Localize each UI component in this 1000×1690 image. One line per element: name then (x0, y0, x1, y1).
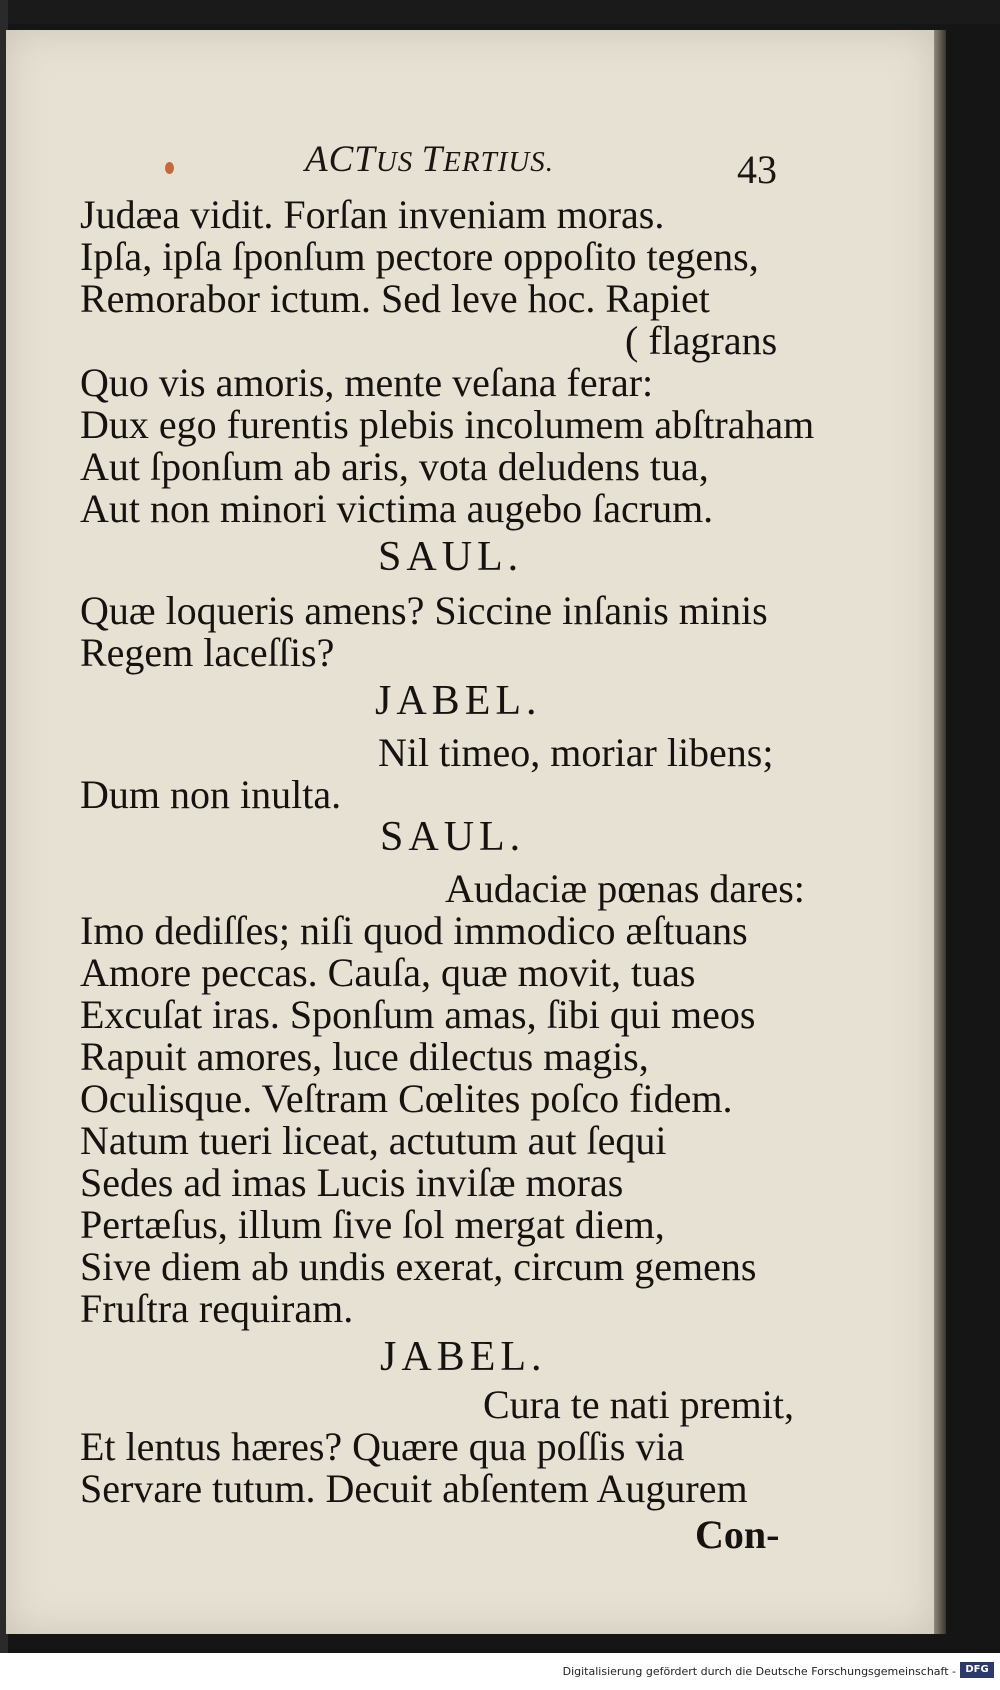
page-edge-shadow (934, 30, 946, 1634)
text-line: Sedes ad imas Lucis inviſæ moras (80, 1160, 624, 1205)
text-line: Amore peccas. Cauſa, quæ movit, tuas (80, 950, 696, 995)
text-line: Quo vis amoris, mente veſana ferar: (80, 360, 654, 405)
text-line: Quæ loqueris amens? Siccine inſanis minis (80, 588, 768, 633)
text-line: Excuſat iras. Sponſum amas, ſibi qui meos (80, 992, 756, 1037)
speaker-heading: JABEL. (380, 1334, 547, 1380)
text-line: Nil timeo, moriar libens; (378, 730, 774, 775)
running-title-initial: ACT (305, 139, 376, 180)
text-line: Servare tutum. Decuit abſentem Augurem (80, 1466, 748, 1511)
text-line: Pertæſus, illum ſive ſol mergat diem, (80, 1202, 665, 1247)
scan-top-edge (0, 0, 1000, 24)
text-line: ( flagrans (625, 318, 778, 363)
text-line: Natum tueri liceat, actutum aut ſequi (80, 1118, 667, 1163)
footer-credit: Digitalisierung gefördert durch die Deutsche Forschungsgemeinschaft - (562, 1665, 956, 1678)
text-line: Regem laceſſis? (80, 630, 335, 675)
running-title-word2-rest: ERTIUS. (443, 146, 555, 178)
text-line: Ipſa, ipſa ſponſum pectore oppoſito tegens, (80, 234, 759, 279)
text-line: Cura te nati premit, (483, 1382, 795, 1427)
catchword: Con- (695, 1512, 780, 1557)
text-line: Aut non minori victima augebo ſacrum. (80, 486, 714, 531)
page-number: 43 (737, 147, 777, 192)
text-line: Rapuit amores, luce dilectus magis, (80, 1034, 649, 1079)
dfg-logo: DFG (960, 1662, 994, 1678)
running-title-word1-rest: US (375, 146, 422, 178)
text-line: Aut ſponſum ab aris, vota deludens tua, (80, 444, 709, 489)
speaker-heading: JABEL. (375, 678, 542, 724)
text-line: Remorabor ictum. Sed leve hoc. Rapiet (80, 276, 710, 321)
text-line: Imo dediſſes; niſi quod immodico æſtuans (80, 908, 748, 953)
speaker-heading: SAUL. (380, 814, 526, 860)
text-line: Judæa vidit. Forſan inveniam moras. (80, 192, 665, 237)
text-line: Sive diem ab undis exerat, circum gemens (80, 1244, 757, 1289)
text-line: Oculisque. Veſtram Cœlites poſco fidem. (80, 1076, 733, 1121)
text-line: Audaciæ pœnas dares: (445, 866, 805, 911)
ink-stain (165, 162, 174, 174)
text-line: Fruſtra requiram. (80, 1286, 354, 1331)
running-title (305, 138, 554, 181)
text-line: Dux ego furentis plebis incolumem abſtraham (80, 402, 815, 447)
text-line: Et lentus hæres? Quære qua poſſis via (80, 1424, 685, 1469)
footer-bar (0, 1653, 1000, 1690)
speaker-heading: SAUL. (378, 534, 524, 580)
text-line: Dum non inulta. (80, 772, 342, 817)
running-title-word2-initial: T (421, 139, 444, 180)
